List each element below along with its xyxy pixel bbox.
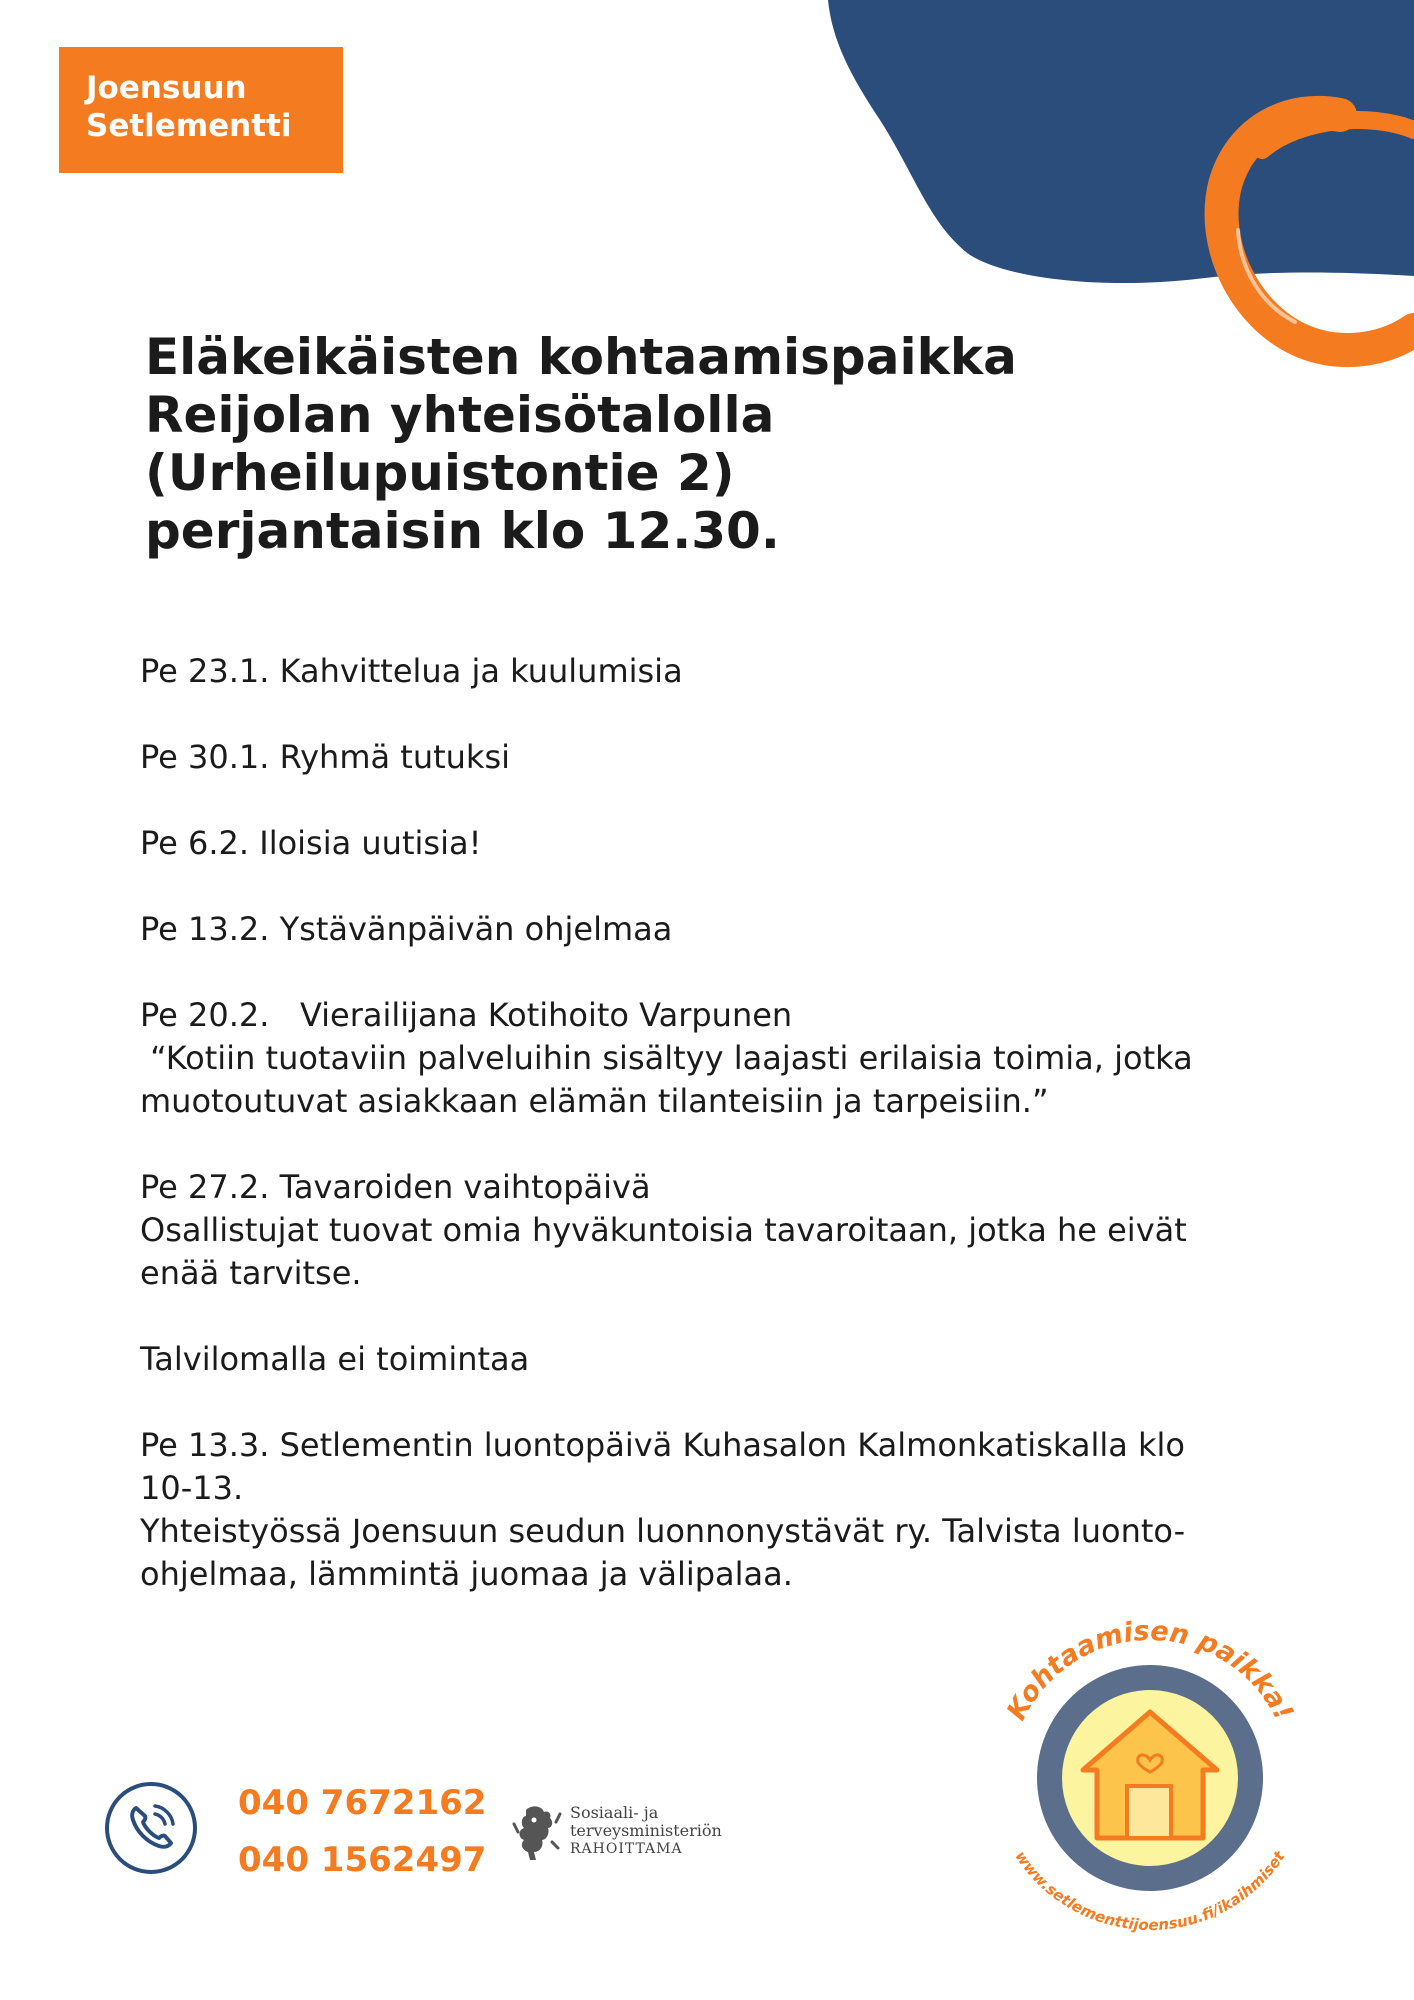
schedule-entry-20-2 (140, 994, 1320, 1123)
phone-numbers (238, 1775, 486, 1889)
entry-line: Pe 23.1. Kahvittelua ja kuulumisia (140, 652, 683, 690)
title-line: (Urheilupuistontie 2) (145, 444, 735, 502)
title-line: Eläkeikäisten kohtaamispaikka (145, 328, 1017, 386)
entry-line: Talvilomalla ei toimintaa (140, 1340, 530, 1378)
entry-line: Pe 20.2. Vierailijana Kotihoito Varpunen (140, 996, 793, 1034)
funder-text (570, 1804, 810, 1858)
schedule-entry-27-2 (140, 1166, 1320, 1295)
entry-line: Pe 13.3. Setlementin luontopäivä Kuhasalon Kalmonkatiskalla klo (140, 1426, 1185, 1464)
lion-crest-icon (512, 1802, 562, 1864)
joensuun-setlementti-logo (59, 47, 343, 173)
schedule-entry-30-1 (140, 736, 1320, 779)
schedule-list (140, 650, 1320, 1639)
schedule-entry-23-1 (140, 650, 1320, 693)
entry-line: Pe 30.1. Ryhmä tutuksi (140, 738, 511, 776)
funder-line-1: Sosiaali- ja (570, 1803, 659, 1822)
title-line: Reijolan yhteisötalolla (145, 386, 775, 444)
schedule-entry-13-2 (140, 908, 1320, 951)
phone-number-2[interactable]: 040 1562497 (238, 1840, 487, 1880)
entry-line: “Kotiin tuotaviin palveluihin sisältyy laajasti erilaisia toimia, jotka (140, 1039, 1193, 1077)
entry-line: Osallistujat tuovat omia hyväkuntoisia tavaroitaan, jotka he eivät (140, 1211, 1187, 1249)
entry-line: Pe 13.2. Ystävänpäivän ohjelmaa (140, 910, 673, 948)
schedule-entry-6-2 (140, 822, 1320, 865)
phone-number-1[interactable]: 040 7672162 (238, 1783, 487, 1823)
logo-line-2: Setlementti (86, 108, 292, 144)
entry-line: Pe 27.2. Tavaroiden vaihtopäivä (140, 1168, 651, 1206)
schedule-entry-13-3 (140, 1424, 1320, 1596)
page-title (145, 328, 1017, 560)
entry-line: ohjelmaa, lämmintä juomaa ja välipalaa. (140, 1555, 793, 1593)
schedule-entry-winter-break (140, 1338, 1320, 1381)
entry-line: Yhteistyössä Joensuun seudun luonnonystävät ry. Talvista luonto- (140, 1512, 1186, 1550)
title-line: perjantaisin klo 12.30. (145, 502, 780, 560)
funder-line-2: terveysministeriön (570, 1821, 722, 1840)
entry-line: muotoutuvat asiakkaan elämän tilanteisiin ja tarpeisiin.” (140, 1082, 1049, 1120)
kohtaamisen-paikka-badge (955, 1600, 1345, 1940)
entry-line: 10-13. (140, 1469, 244, 1507)
entry-line: Pe 6.2. Iloisia uutisia! (140, 824, 482, 862)
badge-url-text: www.setlementtijoensuu.fi/ikaihmiset (1011, 1847, 1289, 1935)
funder-line-3: RAHOITTAMA (570, 1841, 683, 1857)
entry-line: enää tarvitse. (140, 1254, 362, 1292)
logo-line-1: Joensuun (86, 70, 247, 106)
navy-blob (828, 0, 1414, 283)
phone-icon (103, 1780, 199, 1876)
badge-top-text: Kohtaamisen paikka! (1001, 1615, 1300, 1726)
